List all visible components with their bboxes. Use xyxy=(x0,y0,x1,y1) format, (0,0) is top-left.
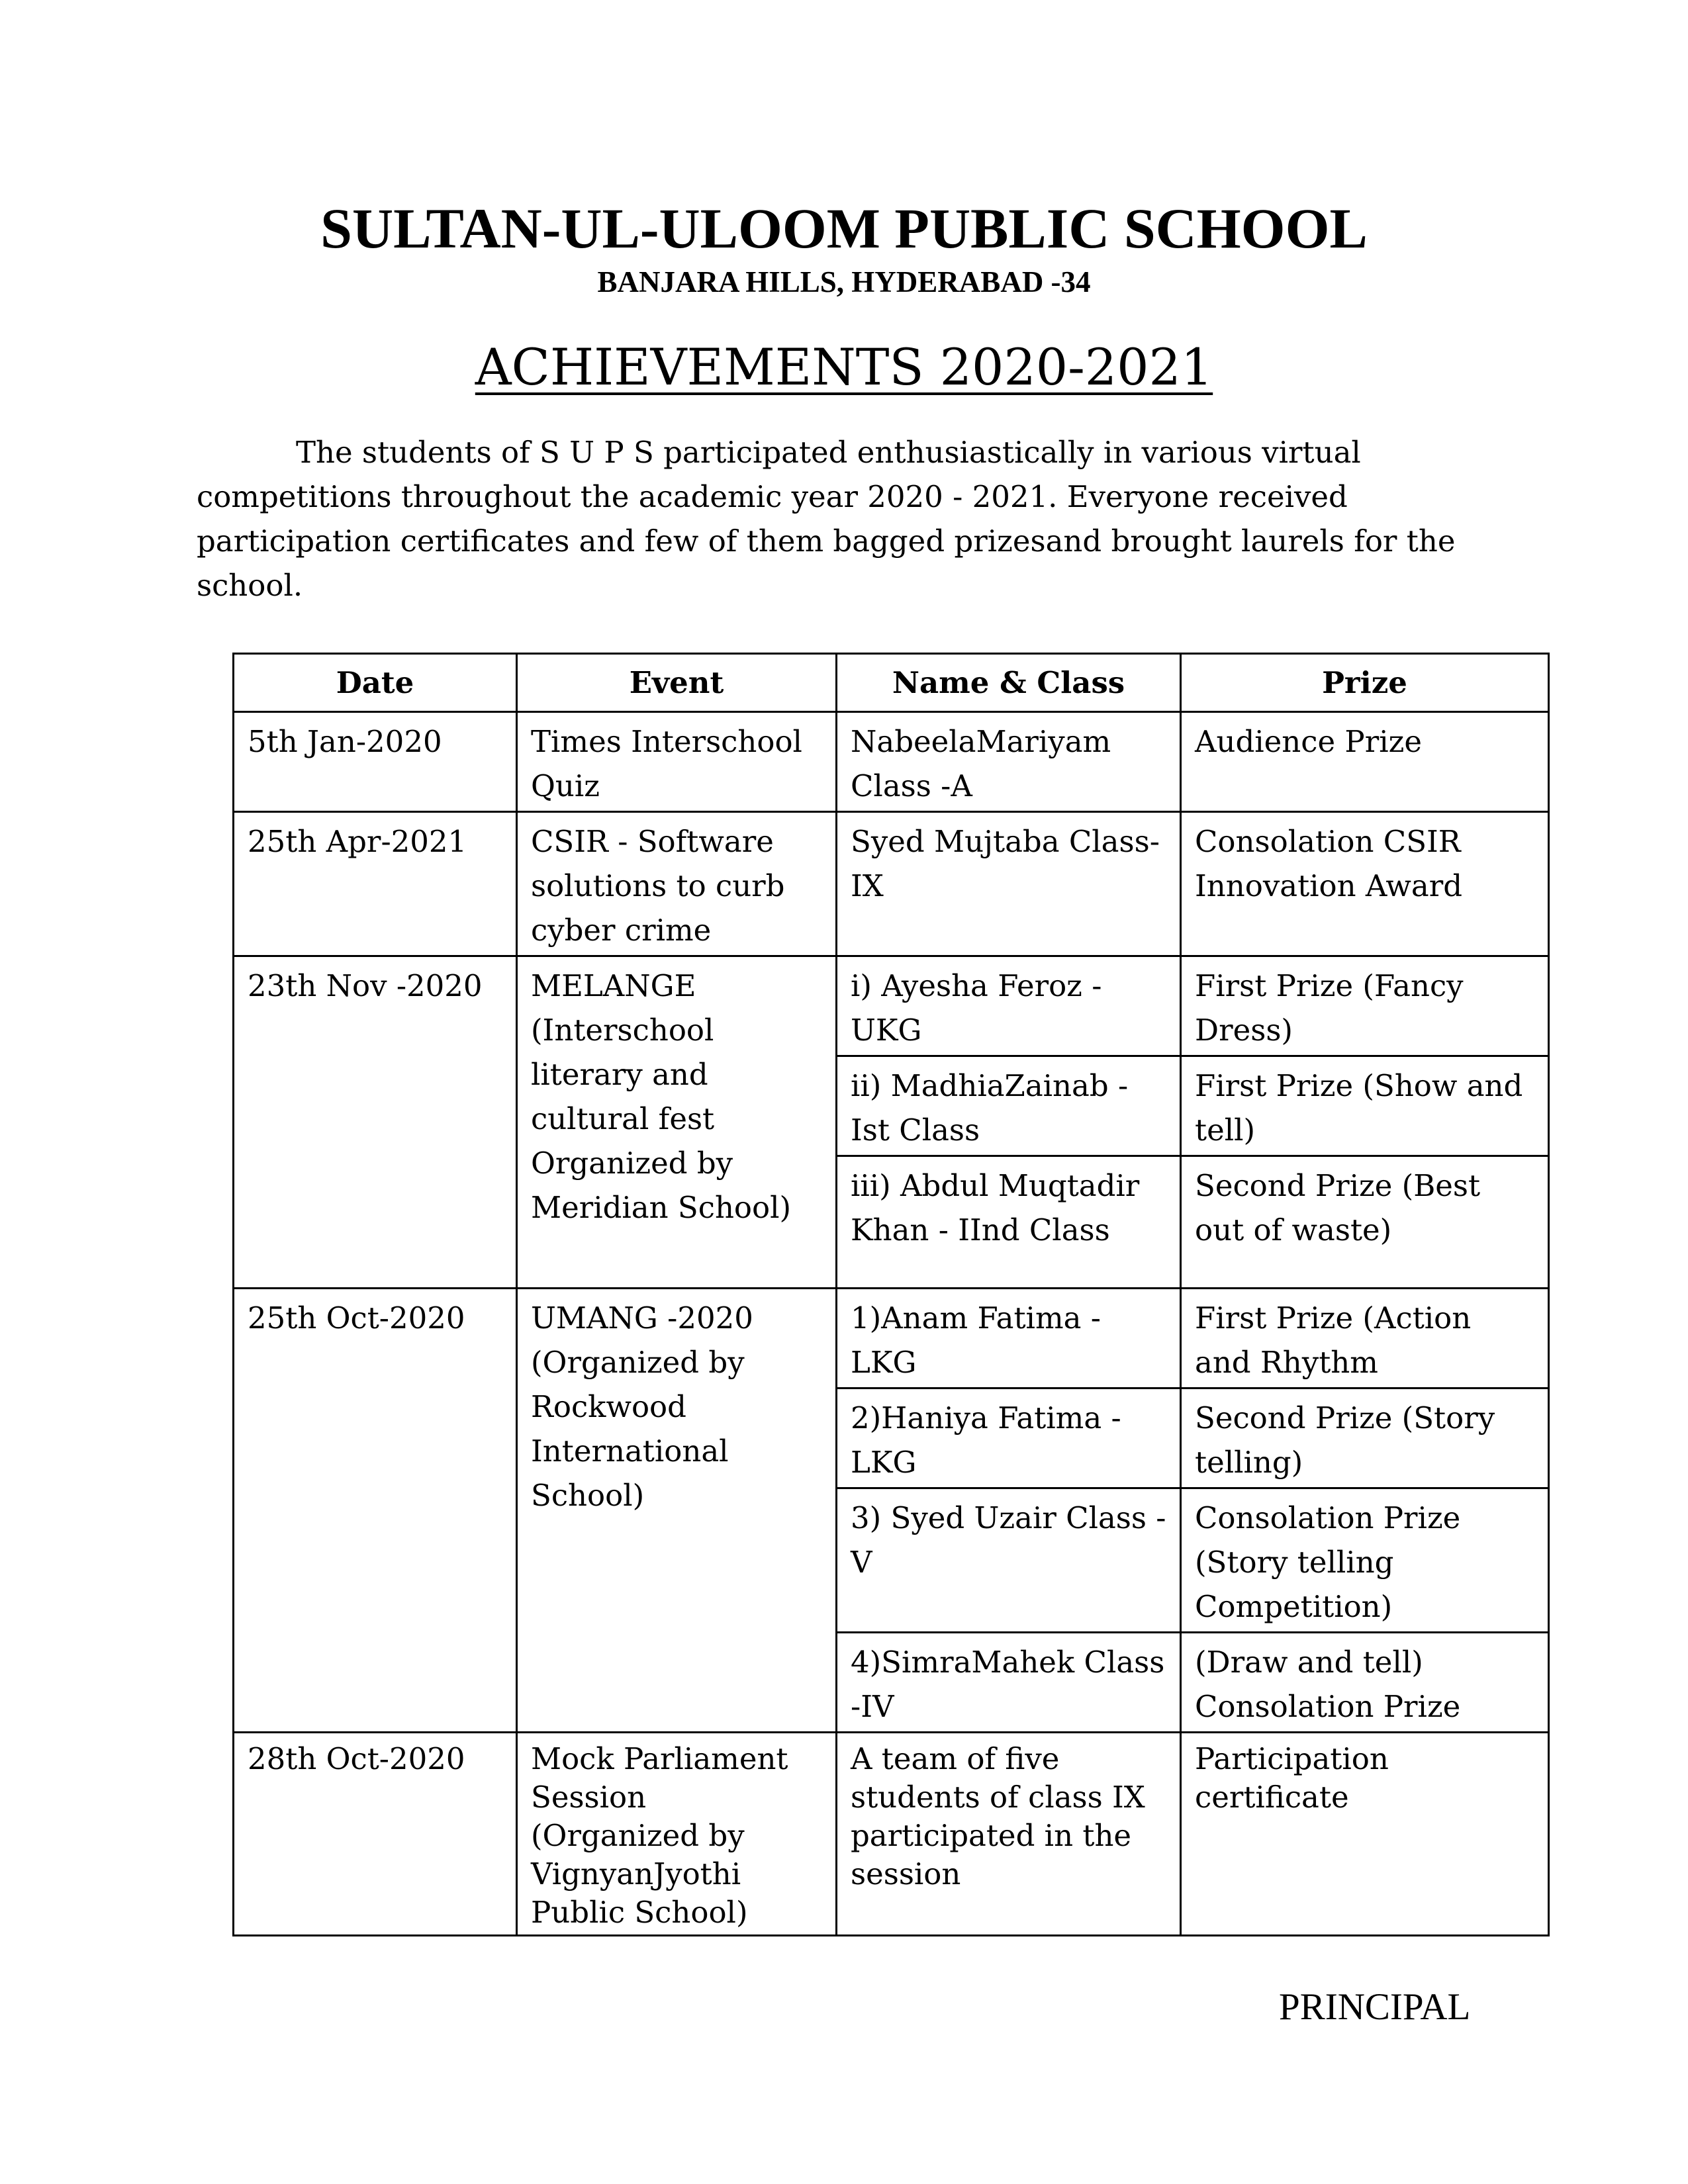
name-class-cell: iii) Abdul Muqtadir Khan - IInd Class xyxy=(837,1156,1181,1289)
school-address: BANJARA HILLS, HYDERABAD -34 xyxy=(597,265,1091,298)
name-class-cell: A team of five students of class IX participated in the session xyxy=(837,1733,1181,1936)
name-class-cell: NabeelaMariyam Class -A xyxy=(837,712,1181,812)
date-cell: 5th Jan-2020 xyxy=(234,712,517,812)
event-cell: CSIR - Software solutions to curb cyber crime xyxy=(517,812,837,956)
prize-cell: Participation certificate xyxy=(1181,1733,1549,1936)
table-row xyxy=(234,1733,1549,1936)
prize-cell: First Prize (Show and tell) xyxy=(1181,1056,1549,1156)
principal-signature-label: PRINCIPAL xyxy=(1279,1986,1471,2028)
name-class-cell: 4)SimraMahek Class -IV xyxy=(837,1633,1181,1733)
table-row xyxy=(234,1289,1549,1388)
date-cell: 23th Nov -2020 xyxy=(234,956,517,1289)
table-row xyxy=(234,956,1549,1056)
event-cell: Mock Parliament Session (Organized by VignyanJyothi Public School) xyxy=(517,1733,837,1936)
prize-cell: (Draw and tell) Consolation Prize xyxy=(1181,1633,1549,1733)
header-event: Event xyxy=(517,654,837,712)
name-class-cell: 3) Syed Uzair Class -V xyxy=(837,1488,1181,1633)
event-cell: Times Interschool Quiz xyxy=(517,712,837,812)
date-cell: 25th Apr-2021 xyxy=(234,812,517,956)
date-cell: 25th Oct-2020 xyxy=(234,1289,517,1733)
document-title xyxy=(0,334,1688,400)
name-class-cell: Syed Mujtaba Class-IX xyxy=(837,812,1181,956)
prize-cell: First Prize (Action and Rhythm xyxy=(1181,1289,1549,1388)
name-class-cell: 1)Anam Fatima - LKG xyxy=(837,1289,1181,1388)
name-class-cell: 2)Haniya Fatima - LKG xyxy=(837,1388,1181,1488)
event-cell: MELANGE (Interschool literary and cultural fest Organized by Meridian School) xyxy=(517,956,837,1289)
prize-cell: Second Prize (Best out of waste) xyxy=(1181,1156,1549,1289)
event-cell: UMANG -2020 (Organized by Rockwood International School) xyxy=(517,1289,837,1733)
prize-cell: Consolation Prize (Story telling Competition) xyxy=(1181,1488,1549,1633)
intro-paragraph: The students of S U P S participated enthusiastically in various virtual competitions throughout the academic year 2020 - 2021. Everyone received participation certificates and few of them bagged prizesand brought laurels for the school. xyxy=(197,435,1456,603)
achievements-table xyxy=(232,653,1550,1936)
prize-cell: Consolation CSIR Innovation Award xyxy=(1181,812,1549,956)
header-prize: Prize xyxy=(1181,654,1549,712)
prize-cell: Audience Prize xyxy=(1181,712,1549,812)
name-class-cell: ii) MadhiaZainab - Ist Class xyxy=(837,1056,1181,1156)
date-cell: 28th Oct-2020 xyxy=(234,1733,517,1936)
table-row xyxy=(234,712,1549,812)
header-name-class: Name & Class xyxy=(837,654,1181,712)
school-name: SULTAN-UL-ULOOM PUBLIC SCHOOL xyxy=(320,197,1368,260)
prize-cell: First Prize (Fancy Dress) xyxy=(1181,956,1549,1056)
name-class-cell: i) Ayesha Feroz - UKG xyxy=(837,956,1181,1056)
table-row xyxy=(234,812,1549,956)
table-header-row xyxy=(234,654,1549,712)
header-date: Date xyxy=(234,654,517,712)
document-title-text: ACHIEVEMENTS 2020-2021 xyxy=(475,338,1213,396)
prize-cell: Second Prize (Story telling) xyxy=(1181,1388,1549,1488)
